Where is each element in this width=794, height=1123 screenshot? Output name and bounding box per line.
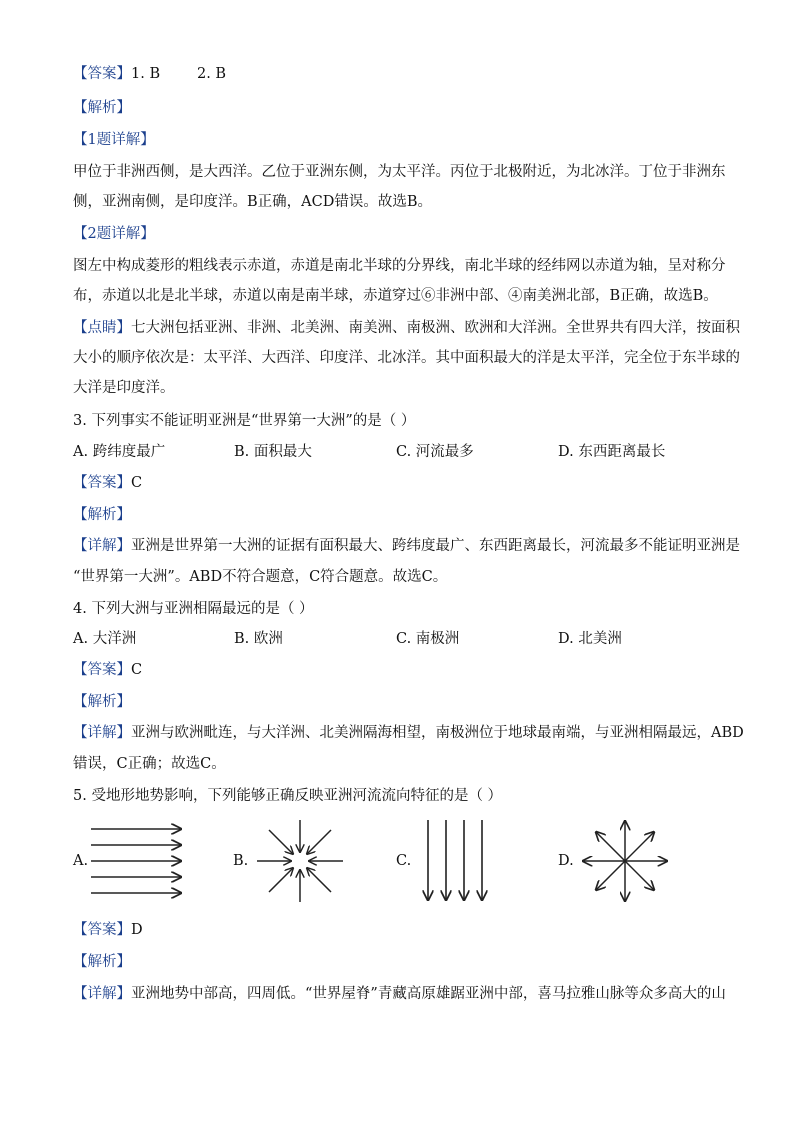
q4-detail-text: 亚洲与欧洲毗连，与大洋洲、北美洲隔海相望，南极洲位于地球最南端，与亚洲相隔最远，ABD bbox=[131, 725, 744, 741]
q4-stem: 4. 下列大洲与亚洲相隔最远的是（ ） bbox=[73, 601, 314, 617]
answer-label: 【答案】 bbox=[73, 922, 131, 938]
tip-line: 大洋是印度洋。 bbox=[73, 380, 175, 396]
q5-detail-text: 亚洲地势中部高，四周低。“世界屋脊”青藏高原雄踞亚洲中部，喜马拉雅山脉等众多高大的山 bbox=[131, 986, 726, 1002]
q2-detail-label: 【2题详解】 bbox=[73, 226, 155, 242]
q5-answer-line bbox=[73, 920, 143, 940]
tip-line: 大小的顺序依次是：太平洋、大西洋、印度洋、北冰洋。其中面积最大的洋是太平洋，完全位于东半球的 bbox=[73, 350, 740, 366]
q3-stem: 3. 下列事实不能证明亚洲是“世界第一大洲”的是（ ） bbox=[73, 413, 416, 429]
q3-detail-line: “世界第一大洲”。ABD不符合题意，C符合题意。故选C。 bbox=[73, 569, 448, 585]
answer-label: 【答案】 bbox=[73, 66, 131, 82]
q4-option-d: D. 北美洲 bbox=[558, 631, 622, 647]
q5-option-b bbox=[233, 818, 353, 904]
q2-detail-line: 布，赤道以北是北半球，赤道以南是南半球，赤道穿过⑥非洲中部、④南美洲北部，B正确，故选B。 bbox=[73, 288, 718, 304]
q5-option-b-label: B. bbox=[233, 853, 249, 869]
q5-option-d-label: D. bbox=[558, 853, 574, 869]
q5-option-d bbox=[558, 818, 678, 904]
q5-option-a bbox=[73, 818, 193, 904]
q4-options bbox=[73, 629, 723, 649]
q3-option-d: D. 东西距离最长 bbox=[558, 444, 666, 460]
parallel-down-arrows-icon bbox=[420, 818, 490, 904]
answer-label: 【答案】 bbox=[73, 662, 131, 678]
q4-detail-line bbox=[73, 723, 744, 743]
q3-answer-line bbox=[73, 473, 142, 493]
detail-label: 【详解】 bbox=[73, 986, 131, 1002]
q1-detail-line: 甲位于非洲西侧，是大西洋。乙位于亚洲东侧，为太平洋。丙位于北极附近，为北冰洋。丁位于非洲东 bbox=[73, 164, 726, 180]
tip-text: 七大洲包括亚洲、非洲、北美洲、南美洲、南极洲、欧洲和大洋洲。全世界共有四大洋，按面积 bbox=[131, 320, 740, 336]
analysis-label: 【解析】 bbox=[73, 954, 131, 970]
q4-answer: C bbox=[131, 662, 143, 678]
q4-answer-line bbox=[73, 660, 142, 680]
q5-option-a-label: A. bbox=[73, 853, 89, 869]
q5-stem: 5. 受地形地势影响，下列能够正确反映亚洲河流流向特征的是（ ） bbox=[73, 788, 503, 804]
q5-answer: D bbox=[131, 922, 143, 938]
tip-label: 【点睛】 bbox=[73, 320, 131, 336]
q4-option-b: B. 欧洲 bbox=[234, 631, 283, 647]
q3-detail-line bbox=[73, 536, 740, 556]
q3-options bbox=[73, 442, 723, 462]
parallel-right-arrows-icon bbox=[89, 818, 185, 904]
answer-line-1-2 bbox=[73, 64, 226, 84]
q5-detail-line bbox=[73, 984, 726, 1004]
q1-detail-label: 【1题详解】 bbox=[73, 132, 155, 148]
detail-label: 【详解】 bbox=[73, 725, 131, 741]
q3-option-b: B. 面积最大 bbox=[234, 444, 312, 460]
converging-arrows-icon bbox=[255, 818, 345, 904]
q2-detail-line: 图左中构成菱形的粗线表示赤道，赤道是南北半球的分界线，南北半球的经纬网以赤道为轴，呈对称分 bbox=[73, 258, 726, 274]
q5-option-c-label: C. bbox=[396, 853, 412, 869]
radiating-arrows-icon bbox=[580, 818, 670, 904]
analysis-label: 【解析】 bbox=[73, 694, 131, 710]
answer-label: 【答案】 bbox=[73, 475, 131, 491]
q4-option-c: C. 南极洲 bbox=[396, 631, 460, 647]
q3-detail-text: 亚洲是世界第一大洲的证据有面积最大、跨纬度最广、东西距离最长，河流最多不能证明亚洲是 bbox=[131, 538, 740, 554]
q3-option-c: C. 河流最多 bbox=[396, 444, 474, 460]
q1-detail-line: 侧，亚洲南侧，是印度洋。B正确，ACD错误。故选B。 bbox=[73, 194, 433, 210]
q4-option-a: A. 大洋洲 bbox=[73, 631, 137, 647]
answer-text: 1. B 2. B bbox=[131, 66, 227, 82]
q3-option-a: A. 跨纬度最广 bbox=[73, 444, 166, 460]
analysis-label: 【解析】 bbox=[73, 507, 131, 523]
q5-option-c bbox=[396, 818, 516, 904]
q4-detail-line: 错误，C正确；故选C。 bbox=[73, 756, 226, 772]
q3-answer: C bbox=[131, 475, 143, 491]
detail-label: 【详解】 bbox=[73, 538, 131, 554]
tip-line bbox=[73, 318, 740, 338]
analysis-label: 【解析】 bbox=[73, 100, 131, 116]
q5-diagram-options bbox=[73, 818, 733, 904]
